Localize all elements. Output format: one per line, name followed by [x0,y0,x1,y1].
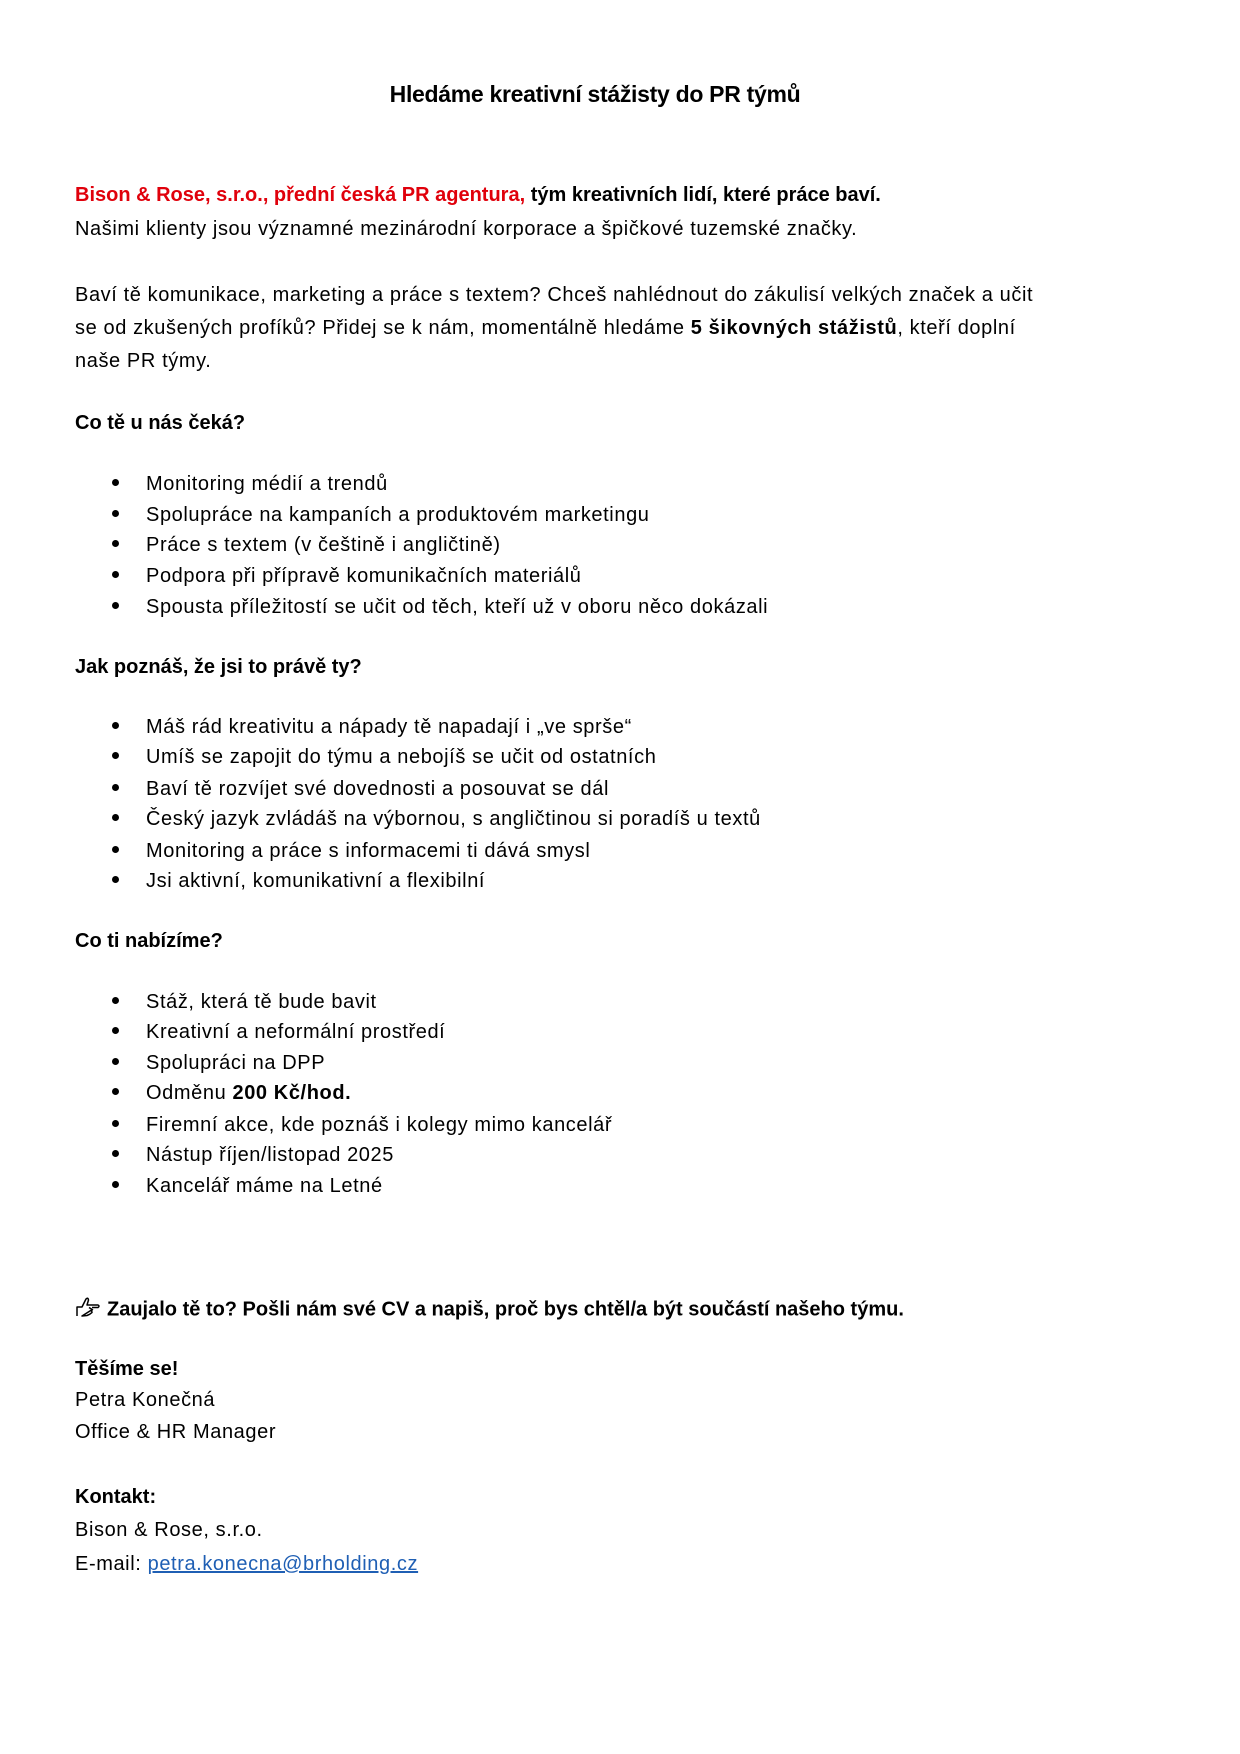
list-item-text: Baví tě rozvíjet své dovednosti a posouvat se dál [146,778,609,800]
bullet-icon [112,1120,119,1127]
list-item [112,869,485,893]
list-item-text: Stáž, která tě bude bavit [146,991,377,1013]
list-item-text: Podpora při přípravě komunikačních materiálů [146,565,582,587]
section-heading: Co ti nabízíme? [75,930,223,952]
list-item [112,472,388,496]
list-item [112,1081,351,1105]
list-item [112,1051,325,1075]
list-item [112,1143,394,1167]
list-item-text: Jsi aktivní, komunikativní a flexibilní [146,870,486,892]
list-item-text: Kancelář máme na Letné [146,1175,383,1197]
list-item-text: Odměnu [146,1082,233,1104]
list-item-text: Kreativní a neformální prostředí [146,1021,446,1043]
signer-role: Office & HR Manager [75,1421,277,1443]
list-item [112,1113,612,1137]
pitch-bold: 5 šikovných stážistů [690,317,898,339]
bullet-icon [112,997,119,1004]
bullet-icon [112,571,119,578]
company-highlight: Bison & Rose, s.r.o., přední česká PR agentura, [75,184,526,206]
greeting: Těšíme se! [75,1358,179,1380]
contact-company: Bison & Rose, s.r.o. [75,1519,263,1541]
list-item [112,533,501,557]
list-item-text: Spolupráci na DPP [146,1052,326,1074]
intro-rest: tým kreativních lidí, které práce baví. [525,184,881,206]
list-item [112,990,377,1014]
list-item [112,564,582,588]
bullet-icon [112,1058,119,1065]
list-item [112,777,609,801]
list-item-text: Práce s textem (v češtině i angličtině) [146,534,501,556]
list-item [112,595,768,619]
list-item-text: Máš rád kreativitu a nápady tě napadají i „ve sprše“ [146,716,632,738]
page-title: Hledáme kreativní stážisty do PR týmů [389,81,801,107]
list-item [112,1174,383,1198]
contact-email-line [75,1552,418,1576]
bullet-icon [112,752,119,759]
list-item [112,807,761,831]
list-item [112,715,632,739]
bullet-icon [112,1027,119,1034]
contact-heading: Kontakt: [75,1486,157,1508]
pitch-line-3: naše PR týmy. [75,350,212,372]
list-item-text: Monitoring médií a trendů [146,473,388,495]
email-label: E-mail: [75,1553,148,1575]
list-item-text: Nástup říjen/listopad 2025 [146,1144,394,1166]
section-heading: Jak poznáš, že jsi to právě ty? [75,656,362,678]
list-item [112,503,650,527]
call-to-action [75,1296,904,1324]
bullet-icon [112,784,119,791]
pitch-text: se od zkušených profíků? Přidej se k nám, momentálně hledáme [75,317,691,339]
bullet-icon [112,876,119,883]
list-item-text: Umíš se zapojit do týmu a nebojíš se učit od ostatních [146,746,657,768]
list-item [112,1020,445,1044]
cta-text: Zaujalo tě to? Pošli nám své CV a napiš, proč bys chtěl/a být součástí našeho týmu. [107,1298,904,1321]
section-heading: Co tě u nás čeká? [75,412,246,434]
email-link[interactable]: petra.konecna@brholding.cz [147,1553,419,1575]
bullet-icon [112,540,119,547]
bullet-icon [112,510,119,517]
list-item-text: Český jazyk zvládáš na výbornou, s angličtinou si poradíš u textů [146,808,761,830]
intro-line [75,183,881,207]
bullet-icon [112,1181,119,1188]
bullet-icon [112,846,119,853]
pointing-hand-icon [75,1296,101,1324]
pitch-text: , kteří doplní [897,317,1016,339]
list-item [112,745,656,769]
list-item-text: Monitoring a práce s informacemi ti dává smysl [146,840,591,862]
pitch-line-2 [75,316,1016,340]
bullet-icon [112,814,119,821]
list-item [112,839,590,863]
bullet-icon [112,1150,119,1157]
list-item-text: Spousta příležitostí se učit od těch, kteří už v oboru něco dokázali [146,596,769,618]
list-item-text: Spolupráce na kampaních a produktovém marketingu [146,504,650,526]
signer-name: Petra Konečná [75,1389,216,1411]
list-item-text: Firemní akce, kde poznáš i kolegy mimo kancelář [146,1114,613,1136]
reward-amount: 200 Kč/hod. [232,1082,352,1104]
bullet-icon [112,722,119,729]
clients-text: Našimi klienty jsou významné mezinárodní korporace a špičkové tuzemské značky. [75,218,858,240]
bullet-icon [112,479,119,486]
pitch-line-1: Baví tě komunikace, marketing a práce s textem? Chceš nahlédnout do zákulisí velkých značek a učit [75,284,1034,306]
bullet-icon [112,1088,119,1095]
bullet-icon [112,602,119,609]
